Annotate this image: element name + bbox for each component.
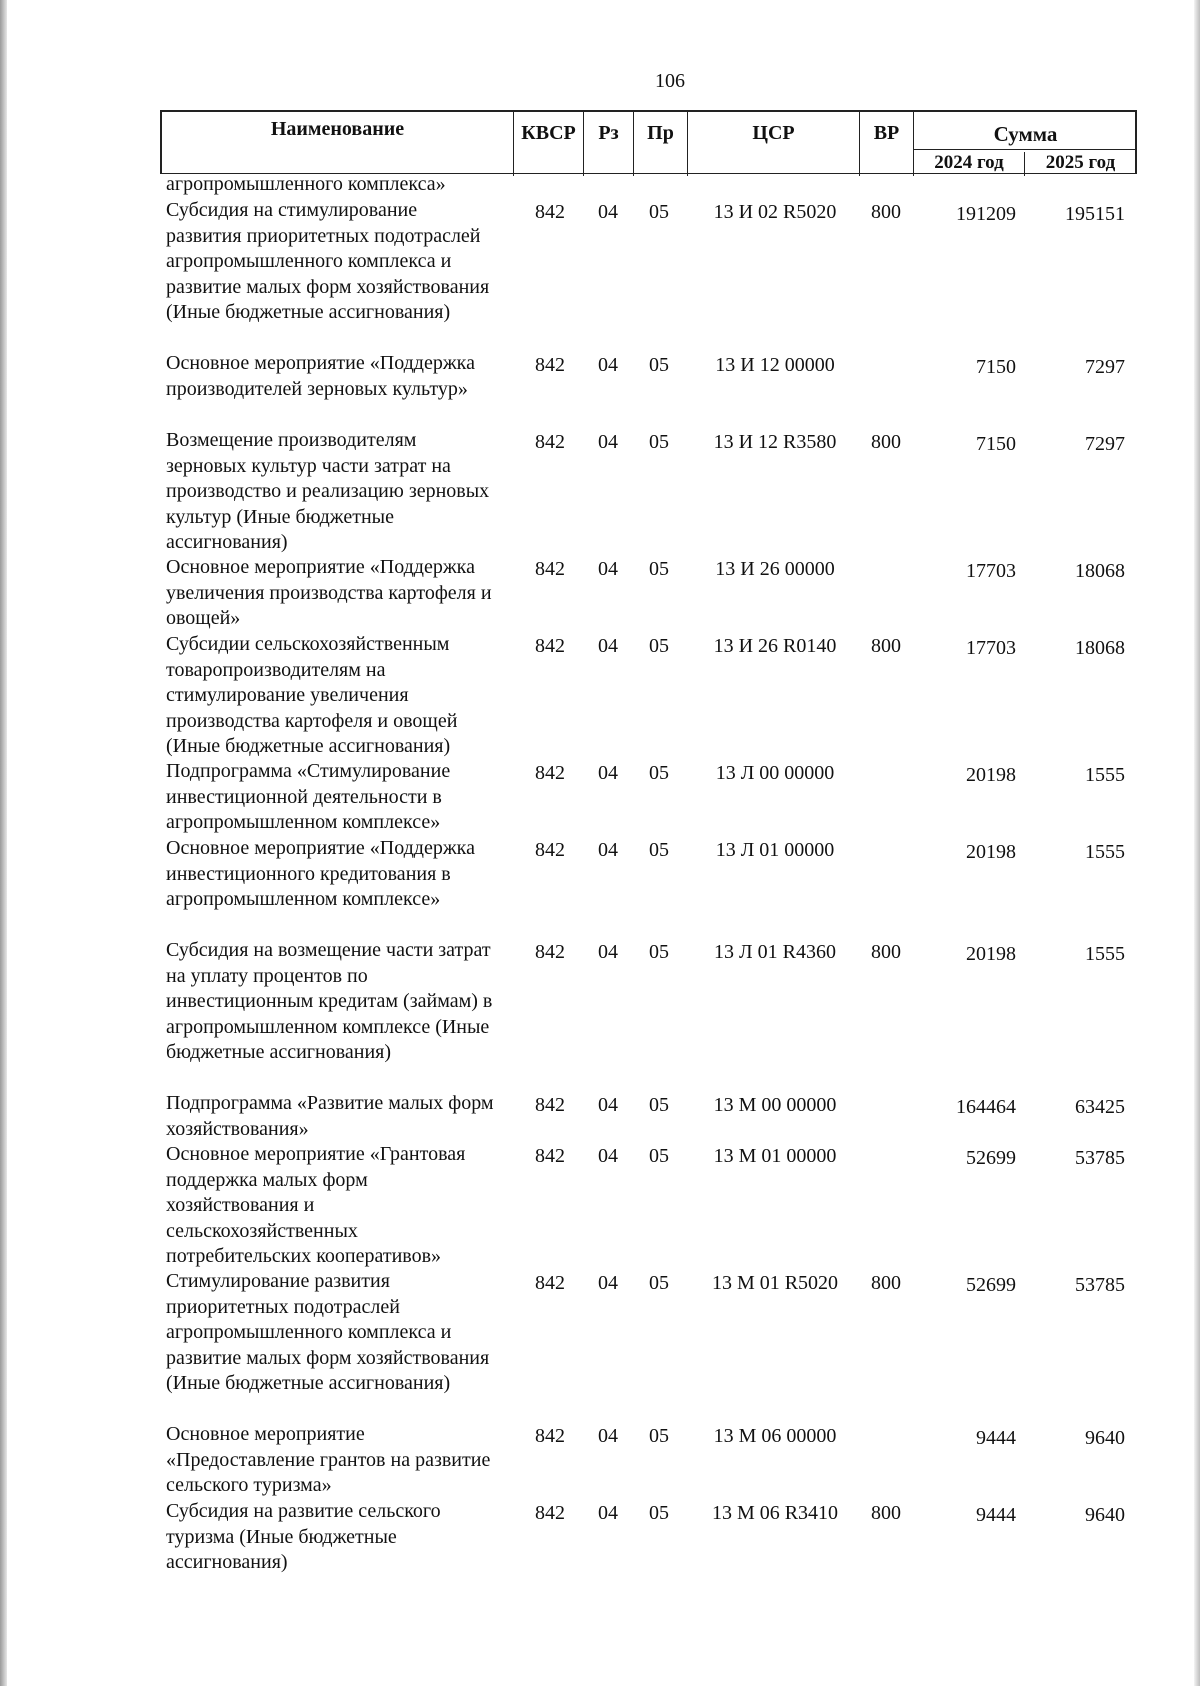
cell-kvsr: 842 — [535, 941, 565, 963]
cell-2024: 20198 — [966, 764, 1016, 786]
cell-2025: 195151 — [1065, 203, 1125, 225]
cell-kvsr: 842 — [535, 635, 565, 657]
cell-2024: 9444 — [976, 1427, 1016, 1449]
cell-2025: 18068 — [1075, 637, 1125, 659]
cell-2024: 52699 — [966, 1274, 1016, 1296]
cell-name: Подпрограмма «Развитие малых форм хозяйствования» — [166, 1092, 494, 1140]
table-row — [0, 938, 1200, 1091]
cell-2024: 7150 — [976, 356, 1016, 378]
cell-2025: 1555 — [1085, 841, 1125, 863]
cell-kvsr: 842 — [535, 201, 565, 223]
page-number: 106 — [655, 70, 685, 92]
cell-2025: 7297 — [1085, 433, 1125, 455]
cell-csr: 13 М 00 00000 — [713, 1094, 837, 1116]
cell-kvsr: 842 — [535, 354, 565, 376]
cell-name: Основное мероприятие «Поддержка увеличения производства картофеля и овощей» — [166, 556, 492, 629]
header-csr-label: ЦСР — [752, 122, 795, 144]
header-year-2024: 2024 год — [914, 152, 1025, 176]
cell-2024: 17703 — [966, 637, 1016, 659]
cell-rz: 04 — [598, 1425, 618, 1447]
cell-2024: 9444 — [976, 1504, 1016, 1526]
cell-kvsr: 842 — [535, 1145, 565, 1167]
cell-pr: 05 — [649, 354, 669, 376]
cell-pr: 05 — [649, 431, 669, 453]
cell-rz: 04 — [598, 839, 618, 861]
cell-vr: 800 — [871, 1502, 901, 1524]
cell-rz: 04 — [598, 1094, 618, 1116]
cell-rz: 04 — [598, 354, 618, 376]
cell-pr: 05 — [649, 1502, 669, 1524]
cell-name: Основное мероприятие «Грантовая поддержка малых форм хозяйствования и сельскохозяйственных потребительских кооперативов» — [166, 1143, 466, 1267]
cell-2024: 191209 — [956, 203, 1016, 225]
cell-name: Субсидия на развитие сельского туризма (Иные бюджетные ассигнования) — [166, 1500, 441, 1573]
cell-pr: 05 — [649, 1094, 669, 1116]
cell-name: Субсидия на стимулирование развития приоритетных подотраслей агропромышленного комплекса и развитие малых форм хозяйствования (Иные бюджетные ассигнования) — [166, 199, 490, 323]
cell-pr: 05 — [649, 558, 669, 580]
cell-csr: 13 М 01 R5020 — [711, 1272, 839, 1294]
cell-name: Основное мероприятие «Предоставление грантов на развитие сельского туризма» — [166, 1423, 491, 1496]
table-row — [0, 1422, 1200, 1499]
cell-2024: 17703 — [966, 560, 1016, 582]
header-sum — [914, 112, 1137, 176]
cell-name: Возмещение производителям зерновых культур части затрат на производство и реализацию зерновых культур (Иные бюджетные ассигнования) — [166, 429, 490, 553]
table-row — [0, 172, 1200, 198]
cell-pr: 05 — [649, 941, 669, 963]
cell-rz: 04 — [598, 558, 618, 580]
cell-csr: 13 И 12 00000 — [715, 354, 835, 376]
cell-csr: 13 И 26 R0140 — [713, 635, 837, 657]
cell-kvsr: 842 — [535, 431, 565, 453]
cell-rz: 04 — [598, 1502, 618, 1524]
cell-kvsr: 842 — [535, 1094, 565, 1116]
cell-2024: 52699 — [966, 1147, 1016, 1169]
cell-name: Основное мероприятие «Поддержка инвестиционного кредитования в агропромышленном комплексе» — [166, 837, 475, 910]
cell-rz: 04 — [598, 941, 618, 963]
cell-pr: 05 — [649, 1425, 669, 1447]
cell-2025: 9640 — [1085, 1504, 1125, 1526]
table-row — [0, 836, 1200, 938]
header-rz — [584, 112, 634, 176]
cell-csr: 13 И 12 R3580 — [713, 431, 837, 453]
cell-2025: 7297 — [1085, 356, 1125, 378]
cell-pr: 05 — [649, 762, 669, 784]
cell-vr: 800 — [871, 1272, 901, 1294]
header-year-2025: 2025 год — [1045, 152, 1116, 173]
cell-csr: 13 М 01 00000 — [713, 1145, 837, 1167]
header-pr-label: Пр — [647, 122, 674, 144]
cell-pr: 05 — [649, 839, 669, 861]
cell-rz: 04 — [598, 201, 618, 223]
header-name — [162, 112, 514, 176]
cell-name: Субсидия на возмещение части затрат на уплату процентов по инвестиционным кредитам (займам) в агропромышленном комплексе (Иные бюджетные ассигнования) — [166, 939, 493, 1063]
cell-rz: 04 — [598, 762, 618, 784]
cell-pr: 05 — [649, 1272, 669, 1294]
cell-pr: 05 — [649, 1145, 669, 1167]
cell-rz: 04 — [598, 1272, 618, 1294]
cell-name: агропромышленного комплекса» — [166, 173, 446, 195]
cell-2025: 53785 — [1075, 1274, 1125, 1296]
cell-csr: 13 М 06 00000 — [713, 1425, 837, 1447]
header-name-label: Наименование — [270, 118, 405, 140]
cell-kvsr: 842 — [535, 839, 565, 861]
table-header — [160, 110, 1137, 174]
cell-csr: 13 Л 01 00000 — [715, 839, 835, 861]
cell-rz: 04 — [598, 1145, 618, 1167]
cell-pr: 05 — [649, 635, 669, 657]
cell-2024: 20198 — [966, 841, 1016, 863]
table-row — [0, 1142, 1200, 1269]
header-sum-label: Сумма — [993, 122, 1058, 146]
cell-vr: 800 — [871, 635, 901, 657]
cell-vr: 800 — [871, 431, 901, 453]
cell-csr: 13 Л 00 00000 — [715, 762, 835, 784]
table-row — [0, 1499, 1200, 1576]
cell-csr: 13 И 02 R5020 — [713, 201, 837, 223]
cell-kvsr: 842 — [535, 1272, 565, 1294]
header-sum-divider — [914, 149, 1137, 150]
cell-2025: 1555 — [1085, 764, 1125, 786]
table-row — [0, 351, 1200, 428]
cell-2025: 53785 — [1075, 1147, 1125, 1169]
cell-vr: 800 — [871, 941, 901, 963]
table-body — [0, 172, 1200, 1576]
cell-2025: 18068 — [1075, 560, 1125, 582]
cell-name: Стимулирование развития приоритетных подотраслей агропромышленного комплекса и развитие малых форм хозяйствования (Иные бюджетные ассигнования) — [166, 1270, 490, 1394]
cell-kvsr: 842 — [535, 1425, 565, 1447]
cell-2025: 1555 — [1085, 943, 1125, 965]
cell-kvsr: 842 — [535, 762, 565, 784]
table-row — [0, 1269, 1200, 1422]
cell-kvsr: 842 — [535, 1502, 565, 1524]
header-vr-label: ВР — [873, 122, 900, 144]
header-pr — [634, 112, 688, 176]
cell-pr: 05 — [649, 201, 669, 223]
cell-2025: 9640 — [1085, 1427, 1125, 1449]
header-csr — [688, 112, 860, 176]
cell-name: Основное мероприятие «Поддержка производителей зерновых культур» — [166, 352, 475, 400]
cell-rz: 04 — [598, 635, 618, 657]
cell-2024: 20198 — [966, 943, 1016, 965]
table-row — [0, 428, 1200, 555]
cell-name: Субсидии сельскохозяйственным товаропроизводителям на стимулирование увеличения производства картофеля и овощей (Иные бюджетные ассигнования) — [166, 633, 458, 757]
cell-2025: 63425 — [1075, 1096, 1125, 1118]
cell-2024: 7150 — [976, 433, 1016, 455]
cell-name: Подпрограмма «Стимулирование инвестиционной деятельности в агропромышленном комплексе» — [166, 760, 451, 833]
cell-2024: 164464 — [956, 1096, 1016, 1118]
table-row — [0, 759, 1200, 836]
cell-csr: 13 И 26 00000 — [715, 558, 835, 580]
table-row — [0, 1091, 1200, 1142]
cell-vr: 800 — [871, 201, 901, 223]
header-rz-label: Рз — [598, 122, 619, 144]
cell-kvsr: 842 — [535, 558, 565, 580]
cell-csr: 13 Л 01 R4360 — [714, 941, 836, 963]
header-kvsr — [514, 112, 584, 176]
header-vr — [860, 112, 914, 176]
cell-rz: 04 — [598, 431, 618, 453]
header-kvsr-label: КВСР — [521, 122, 576, 144]
table-row — [0, 555, 1200, 632]
cell-csr: 13 М 06 R3410 — [711, 1502, 839, 1524]
table-row — [0, 632, 1200, 759]
table-row — [0, 198, 1200, 351]
